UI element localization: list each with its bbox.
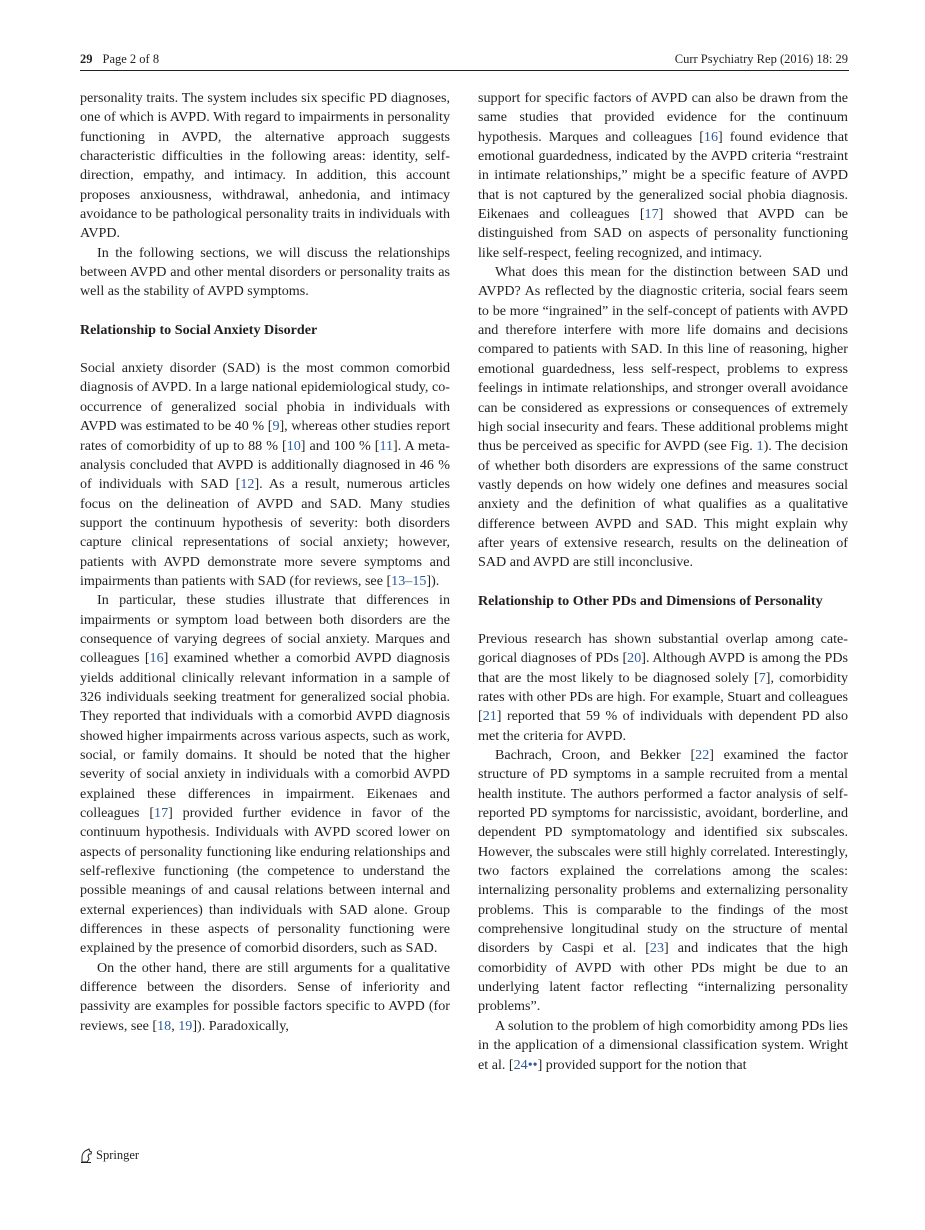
citation-link[interactable]: 24•• (513, 1056, 538, 1073)
paragraph: In particular, these studies illustrate that differences in impairments or symptom load between both disorders are the consequence of varying degrees of social anxiety. Marques and colleagues [16] examined whether a comorbid AVPD diagnosis yields additional clinically relevant information in a sample of 326 individuals seeking treatment for generalized social phobia. They reported that individuals with a comorbid AVPD diagnosis showed higher impairments across various aspects, such as work, social, or family domains. It should be noted that the higher severity of social anxiety in individuals with a comorbid AVPD explained these differences in impairment. Eikenaes and colleagues [17] provided further evidence in favor of the continuum hypothesis. Individuals with AVPD scored lower on aspects of personality functioning like enduring relationships and self-reflexive functioning (the competence to understand the possible meanings of and causal relations between internal and external experiences) than individuals with SAD alone. Group differences in these aspects of personality functioning were explained by the presence of comorbid disorders, such as SAD. (80, 592, 450, 957)
citation-link[interactable]: 10 (286, 437, 301, 454)
page-label: Page 2 of 8 (102, 52, 160, 66)
citation-link[interactable]: 16 (703, 128, 719, 145)
citation-link[interactable]: 9 (272, 418, 280, 435)
page-number: 29 (80, 52, 93, 66)
figure-link[interactable]: 1 (756, 438, 764, 455)
paragraph: On the other hand, there are still arguments for a qualitative difference between the disorders. Sense of inferiority and passivity are examples for possible factors specific to AVPD (for reviews, see [18, 19]). Paradoxically, (80, 959, 450, 1034)
citation-link[interactable]: 17 (154, 805, 169, 822)
publisher-name: Springer (96, 1148, 140, 1162)
citation-link[interactable]: 7 (758, 669, 766, 686)
publisher-footer (80, 1147, 139, 1163)
running-header (80, 50, 848, 68)
citation-link[interactable]: 11 (379, 437, 394, 454)
paragraph: Previous research has shown substantial overlap among categorical diagnoses of PDs [20]. Although AVPD is among the PDs that are the most likely to be diagnosed solely [7], comorbidity rates with other PDs are high. For example, Stuart and colleagues [21] reported that 59 % of individuals with dependent PD also met the criteria for AVPD. (478, 630, 848, 744)
left-column (80, 89, 450, 1036)
section-heading: Relationship to Social Anxiety Disorder (80, 321, 318, 338)
right-column (478, 89, 848, 1075)
citation-link[interactable]: 18 (157, 1017, 172, 1034)
citation-link[interactable]: 21 (482, 708, 497, 725)
citation-link[interactable]: 16 (149, 650, 164, 667)
paragraph: In the following sections, we will discuss the relationships between AVPD and other mental disorders or personality traits as well as the stability of AVPD symptoms. (80, 244, 450, 300)
journal-citation: Curr Psychiatry Rep (2016) 18: 29 (674, 52, 848, 66)
citation-link[interactable]: 12 (240, 476, 255, 493)
citation-link[interactable]: 19 (178, 1017, 193, 1034)
paragraph: A solution to the problem of high comorbidity among PDs lies in the application of a dimensional classification system. Wright et al. [24••] provided support for the notion that (478, 1017, 848, 1073)
citation-link[interactable]: 13–15 (391, 572, 427, 589)
paragraph: Bachrach, Croon, and Bekker [22] examined the factor structure of PD symptoms in a sample recruited from a mental health institute. The authors performed a factor analysis of self-reported PD symptoms for narcissistic, avoidant, borderline, and dependent PD symptomatology and identified six subscales. However, the subscales were still highly correlated. Interestingly, two factors explained the correlations among the scales: internalizing personality problems and externalizing personality problems. This is comparable to the findings of the most comprehensive longitudinal study on the structure of mental disorders by Caspi et al. [23] and indicates that the high comorbidity of AVPD with other PDs might be due to an underlying latent factor reflecting “internalizing personality problems”. (478, 747, 848, 1015)
section-heading: Relationship to Other PDs and Dimensions of Personality (478, 592, 823, 609)
paragraph: What does this mean for the distinction between SAD und AVPD? As reflected by the diagnostic criteria, social fears seem to be more “ingrained” in the self-concept of patients with AVPD and therefore interfere with more life domains and decisions compared to patients with SAD. In this line of reasoning, higher emotional guardedness, less self-respect, problems to express feelings in intimate relationships, and stronger overall avoidance can be considered as expressions or consequences of extremely high social insecurity and fears. These additional problems might thus be perceived as specific for AVPD (see Fig. 1). The decision of whether both disorders are expressions of the same construct vastly depends on how widely one defines and measures social anxiety and the definition of what qualifies as a qualitative difference between AVPD and SAD. This might explain why after years of extensive research, results on the delineation of SAD and AVPD are still inconclusive. (478, 264, 848, 571)
citation-link[interactable]: 17 (644, 206, 659, 223)
citation-link[interactable]: 23 (649, 940, 664, 957)
paragraph: personality traits. The system includes six specific PD diagnoses, one of which is AVPD. With regard to impairments in personality functioning in AVPD, the alternative approach suggests characteristic difficulties in the following areas: identity, self-direction, empathy, and intimacy. In addition, this account proposes anxiousness, withdrawal, anhedonia, and intimacy avoidance to be pathological personality traits in individuals with AVPD. (80, 90, 450, 242)
paragraph: support for specific factors of AVPD can also be drawn from the same studies that provided evidence for the continuum hypothesis. Marques and colleagues [16] found evidence that emotional guardedness, indicated by the AVPD criteria “restraint in intimate relationships,” might be a specific feature of AVPD that is not captured by the generalized social phobia diagnosis. Eikenaes and colleagues [17] showed that AVPD can be distinguished from SAD on aspects of personality functioning like self-respect, feeling recognized, and intimacy. (478, 90, 848, 261)
citation-link[interactable]: 20 (627, 650, 642, 667)
paragraph: Social anxiety disorder (SAD) is the most common comorbid diagnosis of AVPD. In a large national epidemiological study, co-occurrence of generalized social phobia in individuals with AVPD was estimated to be 40 % [9], whereas other studies report rates of comorbidity of up to 88 % [10] and 100 % [11]. A meta-analysis concluded that AVPD is additionally diagnosed in 46 % of individuals with SAD [12]. As a result, numerous articles focus on the delineation of AVPD and SAD. Many studies support the continuum hypothesis of severity: both disorders capture clinical representations of social anxiety; however, patients with AVPD demonstrate more severe symptoms and impairments than patients with SAD (for reviews, see [13–15]). (80, 360, 451, 589)
citation-link[interactable]: 22 (695, 747, 710, 763)
header-left (80, 50, 159, 68)
springer-horse-icon (80, 1148, 93, 1163)
header-rule (80, 70, 849, 71)
